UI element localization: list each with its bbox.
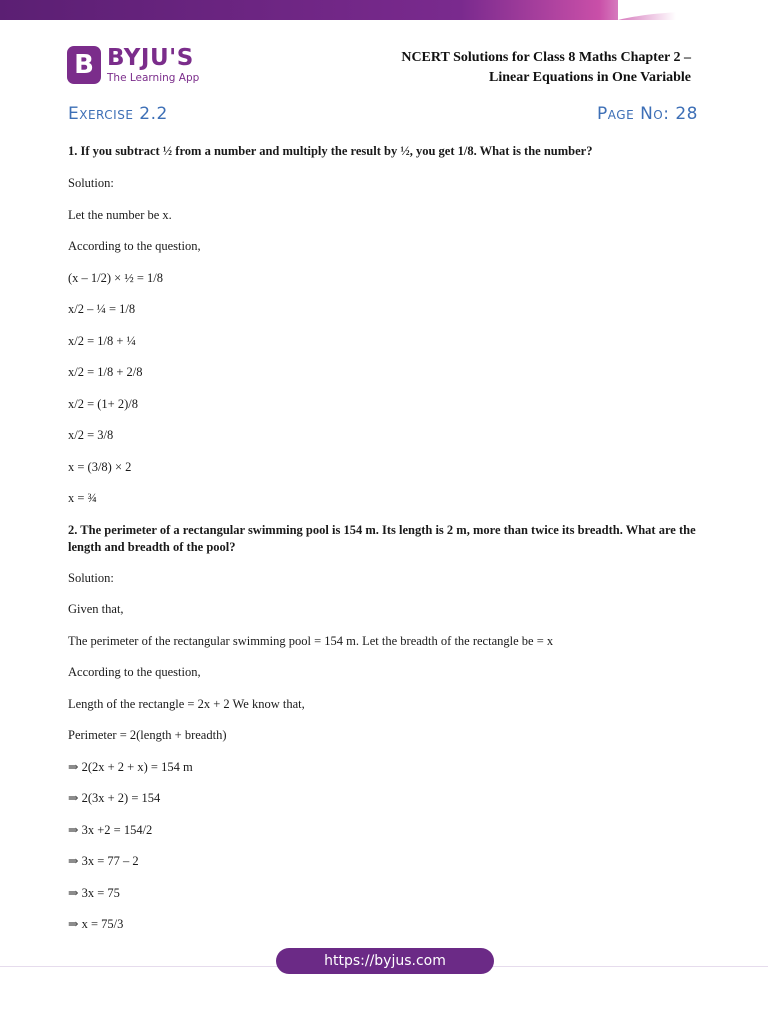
solution-line: ⇒ 3x = 75 xyxy=(68,885,120,900)
solution-line: Given that, xyxy=(68,602,124,616)
question-2: 2. The perimeter of a rectangular swimming pool is 154 m. Its length is 2 m, more than twice its breadth. What are the length and breadth of the pool? xyxy=(68,522,696,554)
solution-line: x = ¾ xyxy=(68,491,97,505)
solution-line: x/2 = 3/8 xyxy=(68,428,114,442)
solution-line: x/2 – ¼ = 1/8 xyxy=(68,302,136,316)
solution-line: According to the question, xyxy=(68,665,201,679)
solution-line: ⇒ 2(3x + 2) = 154 xyxy=(68,791,161,805)
solution-line: x/2 = 1/8 + ¼ xyxy=(68,333,136,348)
banner-wave-decoration xyxy=(618,0,768,20)
solution-line: Perimeter = 2(length + breadth) xyxy=(68,728,227,742)
top-banner xyxy=(0,0,768,20)
question-1: 1. If you subtract ½ from a number and multiply the result by ½, you get 1/8. What is the number? xyxy=(68,144,593,158)
logo-tagline: The Learning App xyxy=(107,71,200,84)
document-title xyxy=(401,48,691,88)
solution-line: Length of the rectangle = 2x + 2 We know that, xyxy=(68,696,305,711)
website-link[interactable]: https://byjus.com xyxy=(276,948,494,974)
solution-line: (x – 1/2) × ½ = 1/8 xyxy=(68,270,163,285)
solution-line: x = (3/8) × 2 xyxy=(68,459,132,474)
document-title-line1: NCERT Solutions for Class 8 Maths Chapter 2 – xyxy=(401,50,691,65)
solution-line: ⇒ 3x = 77 – 2 xyxy=(68,854,139,868)
question-1-solution xyxy=(68,175,698,506)
solution-line: Solution: xyxy=(68,176,114,190)
solution-line: ⇒ x = 75/3 xyxy=(68,917,124,931)
exercise-heading: Exercise 2.2 xyxy=(68,104,168,124)
logo-name: BYJU'S xyxy=(107,44,194,71)
solution-line: x/2 = 1/8 + 2/8 xyxy=(68,365,143,379)
solution-line: Let the number be x. xyxy=(68,207,172,222)
solution-line: x/2 = (1+ 2)/8 xyxy=(68,396,138,411)
document-body xyxy=(68,143,698,948)
document-title-line2: Linear Equations in One Variable xyxy=(488,70,691,85)
solution-line: The perimeter of the rectangular swimming pool = 154 m. Let the breadth of the rectangle be = x xyxy=(68,633,554,648)
logo-mark-icon: B xyxy=(67,46,101,84)
solution-line: According to the question, xyxy=(68,239,201,253)
solution-line: ⇒ 2(2x + 2 + x) = 154 m xyxy=(68,759,193,774)
page-number: Page No: 28 xyxy=(597,104,698,124)
solution-line: ⇒ 3x +2 = 154/2 xyxy=(68,822,153,837)
byjus-logo xyxy=(67,44,199,86)
solution-line: Solution: xyxy=(68,570,114,585)
question-2-solution xyxy=(68,570,698,933)
